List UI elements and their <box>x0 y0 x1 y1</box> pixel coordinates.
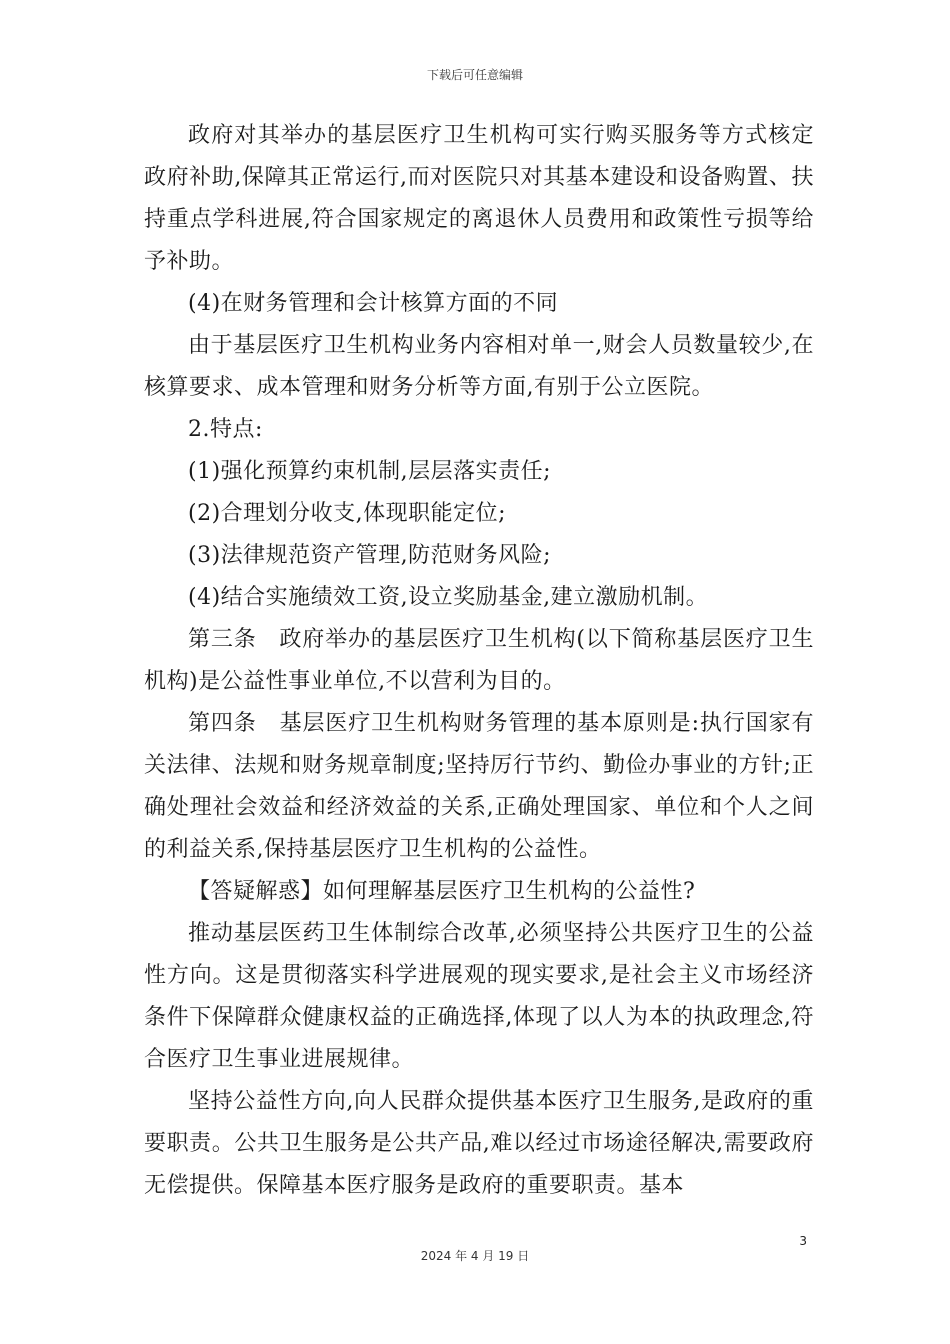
page-footer-date: 2024 年 4 月 19 日 <box>420 1249 530 1263</box>
paragraph-feature-3: (3)法律规范资产管理,防范财务风险; <box>188 543 552 568</box>
paragraph-public-welfare: 坚持公益性方向,向人民群众提供基本医疗卫生服务,是政府的重要职责。公共卫生服务是公共产品,难以经过市场途径解决,需要政府无偿提供。保障基本医疗服务是政府的重要职责。基本 <box>144 1089 814 1198</box>
page-number: 3 <box>799 1234 807 1248</box>
paragraph-accounting: 由于基层医疗卫生机构业务内容相对单一,财会人员数量较少,在核算要求、成本管理和财务分析等方面,有别于公立医院。 <box>144 333 814 400</box>
paragraph-article-4: 第四条 基层医疗卫生机构财务管理的基本原则是:执行国家有关法律、法规和财务规章制度;坚持厉行节约、勤俭办事业的方针;正确处理社会效益和经济效益的关系,正确处理国家、单位和个人之间的利益关系,保持基层医疗卫生机构的公益性。 <box>144 711 814 862</box>
document-body <box>144 115 814 1207</box>
page-header: 下载后可任意编辑 <box>426 68 523 82</box>
paragraph-feature-4: (4)结合实施绩效工资,设立奖励基金,建立激励机制。 <box>188 585 709 610</box>
paragraph-features-heading: 2.特点: <box>188 417 263 442</box>
paragraph-heading-finance-difference: (4)在财务管理和会计核算方面的不同 <box>188 291 559 316</box>
paragraph-reform: 推动基层医药卫生体制综合改革,必须坚持公共医疗卫生的公益性方向。这是贯彻落实科学进展观的现实要求,是社会主义市场经济条件下保障群众健康权益的正确选择,体现了以人为本的执政理念,符合医疗卫生事业进展规律。 <box>144 921 814 1072</box>
paragraph-faq-heading: 【答疑解惑】如何理解基层医疗卫生机构的公益性? <box>188 879 696 904</box>
paragraph-article-3: 第三条 政府举办的基层医疗卫生机构(以下简称基层医疗卫生机构)是公益性事业单位,不以营利为目的。 <box>144 627 814 694</box>
paragraph-subsidy: 政府对其举办的基层医疗卫生机构可实行购买服务等方式核定政府补助,保障其正常运行,而对医院只对其基本建设和设备购置、扶持重点学科进展,符合国家规定的离退休人员费用和政策性亏损等给予补助。 <box>144 123 814 274</box>
paragraph-feature-2: (2)合理划分收支,体现职能定位; <box>188 501 507 526</box>
paragraph-feature-1: (1)强化预算约束机制,层层落实责任; <box>188 459 552 484</box>
